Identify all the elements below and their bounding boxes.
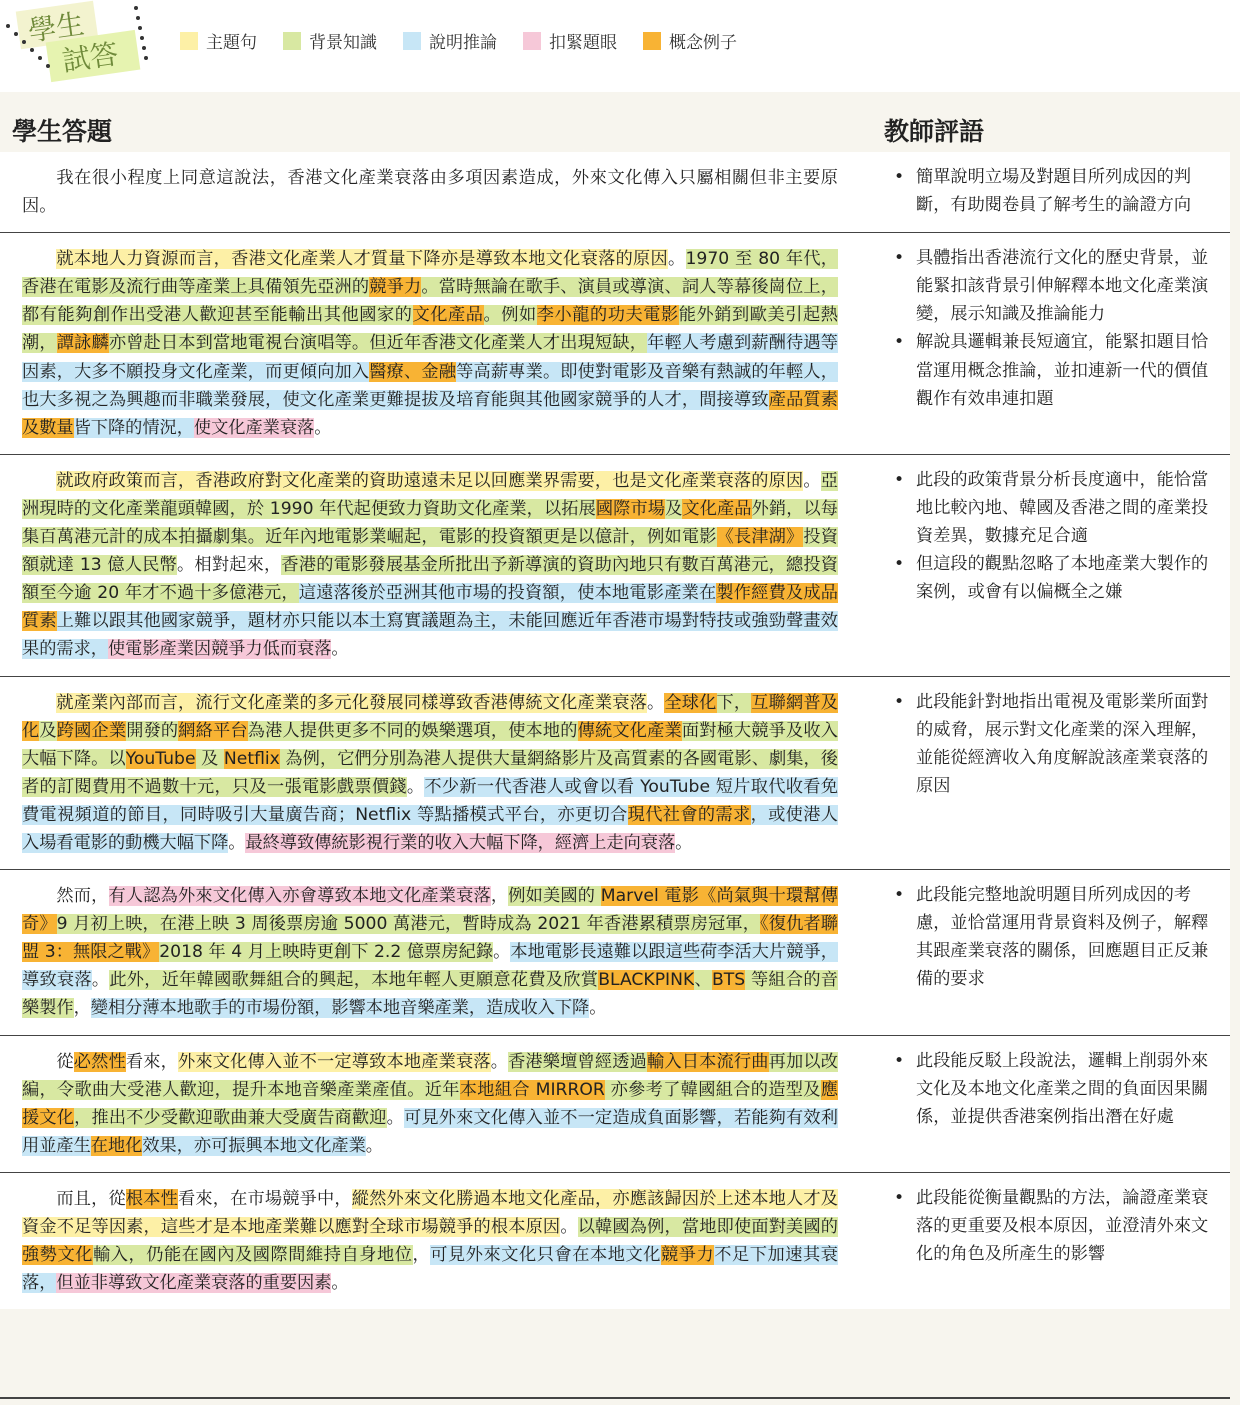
- highlight-orange: 李小龍的功夫電影: [536, 305, 679, 326]
- answer-text: 。: [365, 1135, 383, 1156]
- highlight-green: 再加以改編，令歌曲大受港人歡迎，提升本地音樂產業產值。近年: [22, 1051, 838, 1100]
- highlight-orange: 競爭力: [369, 277, 422, 298]
- highlight-orange: 互聯網普及化: [22, 692, 838, 741]
- comment-list: [894, 163, 1220, 219]
- highlight-pink: 有人認為外來文化傳入亦會導致本地文化產業衰落: [108, 886, 491, 907]
- highlight-blue: 可見外來文化只會在本地文化: [430, 1245, 661, 1266]
- legend-swatch: [643, 32, 661, 50]
- highlight-orange: 競爭力: [661, 1245, 715, 1266]
- answer-text: 。: [560, 1217, 578, 1237]
- teacher-comment: [854, 233, 1230, 454]
- highlight-green: 香港樂壇曾經透過: [508, 1051, 648, 1072]
- answer-table: [0, 152, 1230, 1309]
- highlight-orange: 《長津湖》: [716, 527, 804, 548]
- legend-item: [523, 28, 617, 53]
- legend-label: 說明推論: [429, 33, 497, 53]
- answer-text: 然而，: [56, 886, 109, 907]
- comment-item: • 解說具邏輯兼長短適宜，能緊扣題目恰當運用概念推論，並扣連新一代的價值觀作有效串連扣題: [894, 328, 1220, 412]
- highlight-green: 投資額就達 13 億人民幣: [22, 527, 838, 576]
- highlight-orange: 製作經費及成品質素: [22, 583, 838, 632]
- highlight-orange: 跨國企業: [56, 720, 127, 741]
- teacher-comment: [854, 455, 1230, 676]
- highlight-blue: 不少新一代香港人或會以看 YouTube 短片取代收看免費電視頻道的節目，同時吸引大量廣告商；Netflix 等點播模式平台，亦更切合: [22, 776, 838, 825]
- highlight-blue: 皆下降的情況，: [73, 417, 194, 438]
- answer-row: [0, 1035, 1230, 1172]
- answer-text: 。: [668, 249, 686, 270]
- highlight-blue: 上難以跟其他國家競爭，題材亦只能以本土寫實議題為主，未能回應近年香港市場對特技或強勁聲畫效果的需求，: [22, 611, 838, 660]
- highlight-yellow: 就政府政策而言，香港政府對文化產業的資助遠遠未足以回應業界需要，也是文化產業衰落的原因: [56, 470, 804, 491]
- highlight-blue: 本地電影長遠難以跟這些荷李活大片競爭，導致衰落: [22, 942, 838, 991]
- highlight-orange: 在地化: [90, 1135, 143, 1156]
- comment-item: • 此段能反駁上段說法，邏輯上削弱外來文化及本地文化產業之間的負面因果關係，並提供香港案例指出潛在好處: [894, 1047, 1220, 1131]
- comment-column-heading: 教師評語: [884, 117, 985, 146]
- highlight-orange: YouTube: [125, 748, 196, 769]
- dot-icon: [14, 32, 18, 36]
- legend-swatch: [180, 32, 198, 50]
- highlight-blue: ，或使港人入場看電影的動機大幅下降: [22, 804, 838, 853]
- teacher-comment: [854, 1036, 1230, 1172]
- highlight-green: 亞洲現時的文化產業龍頭韓國，於 1990 年代起便致力資助文化產業，以拓展: [22, 470, 838, 519]
- highlight-blue: 變相分薄本地歌手的市場份額，影響本地音樂產業，造成收入下降: [90, 998, 590, 1019]
- comment-item: • 具體指出香港流行文化的歷史背景，並能緊扣該背景引伸解釋本地文化產業演變，展示知識及推論能力: [894, 244, 1220, 328]
- highlight-green: 9 月初上映，在港上映 3 周後票房逾 5000 萬港元，暫時成為 2021 年香港累積票房冠軍，: [56, 914, 761, 935]
- comment-list: [894, 688, 1220, 800]
- highlight-orange: Marvel 電影《尚氣與十環幫傳奇》: [22, 886, 838, 935]
- dot-icon: [144, 56, 148, 60]
- legend-swatch: [403, 32, 421, 50]
- highlight-blue: 可見外來文化傳入並不一定造成負面影響，若能夠有效利用並產生: [22, 1107, 838, 1156]
- answer-row: [0, 676, 1230, 870]
- answer-text: ，: [412, 1245, 431, 1266]
- table-bottom-divider: [0, 1397, 1230, 1399]
- answer-row: [0, 1172, 1230, 1309]
- dot-icon: [138, 26, 142, 30]
- highlight-green: 及: [665, 498, 683, 519]
- student-answer-paragraph: [0, 152, 854, 232]
- student-answer-paragraph: [0, 1173, 854, 1309]
- dot-icon: [142, 46, 146, 50]
- highlight-green: 2018 年 4 月上映時更創下 2.2 億票房紀錄: [159, 942, 494, 963]
- highlight-green: 等組合的音樂製作: [22, 970, 838, 1019]
- dot-icon: [46, 64, 50, 68]
- highlight-yellow: 縱然外來文化勝過本地文化產品，亦應該歸因於上述本地人才及資金不足等因素，這些才是本地產業難以應對全球市場競爭的根本原因: [22, 1188, 838, 1237]
- highlight-green: 亦參考了韓國組合的造型及: [604, 1079, 821, 1100]
- answer-row: [0, 232, 1230, 454]
- legend-label: 概念例子: [669, 33, 737, 53]
- highlight-green: 香港的電影發展基金所批出予新導演的資助內地只有數百萬港元，總投資額至今逾 20 年才不過十多億港元，: [22, 555, 838, 604]
- answer-text: 。: [386, 1107, 405, 1128]
- highlight-orange: 全球化: [664, 692, 717, 713]
- highlight-pink: 使電影產業因競爭力低而衰落: [107, 639, 332, 660]
- highlight-orange: 譚詠麟: [56, 333, 109, 354]
- answer-text: 看來，: [125, 1051, 179, 1072]
- highlight-green: 輸入，仍能在國內及國際間維持自身地位: [93, 1245, 413, 1266]
- answer-text: 。: [91, 970, 110, 991]
- comment-list: [894, 881, 1220, 993]
- dot-icon: [30, 48, 34, 52]
- highlight-orange: 根本性: [125, 1188, 179, 1209]
- highlight-pink: 最終導致傳統影視行業的收入大幅下降，經濟上走向衰落: [245, 832, 676, 853]
- answer-text: 。: [331, 639, 349, 660]
- answer-text: 我在很小程度上同意這說法，香港文化產業衰落由多項因素造成，外來文化傳入只屬相關但非主要原因。: [22, 168, 838, 217]
- highlight-orange: 網絡平台: [178, 720, 248, 741]
- comment-item: • 此段的政策背景分析長度適中，能恰當地比較內地、韓國及香港之間的產業投資差異，數據充足合適: [894, 466, 1220, 550]
- highlight-yellow: 外來文化傳入並不一定導致本地產業衰落: [178, 1051, 491, 1072]
- highlight-green: 以韓國為例，當地即使面對美國的: [577, 1217, 838, 1237]
- highlight-green: ，推出不少受歡迎歌曲兼大受廣告商歡迎: [74, 1107, 387, 1128]
- dot-icon: [6, 24, 10, 28]
- legend-label: 背景知識: [309, 33, 377, 53]
- answer-column-heading: 學生答題: [12, 117, 113, 146]
- highlight-blue: 等高薪專業。即使對電影及音樂有熱誠的年輕人，也大多視之為興趣而非職業發展，使文化產業更難提拔及培育能與其他國家競爭的人才，間接導致: [22, 361, 838, 410]
- highlight-orange: 現代社會的需求: [627, 804, 751, 825]
- comment-list: [894, 244, 1220, 413]
- answer-text: 。: [406, 776, 425, 797]
- student-answer-paragraph: [0, 1036, 854, 1172]
- highlight-green: 能外銷到歐美引起熱潮，: [22, 305, 838, 354]
- answer-text: 。: [647, 692, 665, 713]
- answer-text: 看來，在市場競爭中，: [178, 1188, 352, 1209]
- highlight-orange: 國際市場: [595, 498, 666, 519]
- answer-text: 。相對起來，: [177, 555, 282, 576]
- answer-text: 。: [490, 1051, 509, 1072]
- highlight-green: 外銷，以每集百萬港元計的成本拍攝劇集。近年內地電影業崛起，電影的投資額更是以億計，例如電影: [22, 498, 838, 548]
- answer-text: ，: [490, 886, 509, 907]
- highlight-legend: [180, 28, 763, 53]
- highlight-blue: 不足下加速其衰落，: [22, 1245, 838, 1294]
- highlight-yellow: 就本地人力資源而言，香港文化產業人才質量下降亦是導致本地文化衰落的原因: [56, 249, 669, 270]
- answer-text: 。: [589, 998, 607, 1019]
- highlight-blue: 這遠落後於亞洲其他市場的投資額，使本地電影產業在: [298, 583, 717, 604]
- highlight-orange: 輸入日本流行曲: [647, 1051, 769, 1072]
- answer-text: 。: [675, 832, 693, 853]
- highlight-green: 亦曾赴日本到當地電視台演唱等。但近年香港文化產業人才出現短缺，: [108, 333, 648, 354]
- teacher-comment: [854, 1173, 1230, 1309]
- legend-label: 扣緊題眼: [549, 33, 617, 53]
- teacher-comment: [854, 677, 1230, 870]
- teacher-comment: [854, 870, 1230, 1034]
- answer-text: 從: [56, 1051, 74, 1072]
- highlight-green: 、: [694, 970, 712, 991]
- comment-list: [894, 1047, 1220, 1131]
- answer-text: 。: [228, 832, 246, 853]
- comment-item: • 此段能針對地指出電視及電影業所面對的威脅，展示對文化產業的深入理解，並能從經濟收入角度解說該產業衰落的原因: [894, 688, 1220, 800]
- legend-item: [403, 28, 497, 53]
- legend-swatch: [283, 32, 301, 50]
- answer-text: 。: [331, 1273, 349, 1294]
- legend-swatch: [523, 32, 541, 50]
- answer-row: [0, 454, 1230, 676]
- highlight-pink: 但並非導致文化產業衰落的重要因素: [56, 1273, 332, 1294]
- comment-item: • 簡單說明立場及對題目所列成因的判斷，有助閱卷員了解考生的論證方向: [894, 163, 1220, 219]
- highlight-orange: 文化產品: [682, 498, 752, 519]
- highlight-orange: 傳統文化產業: [577, 720, 682, 741]
- highlight-orange: 強勢文化: [22, 1245, 93, 1266]
- highlight-green: 為港人提供更多不同的娛樂選項，使本地的: [247, 720, 578, 741]
- dot-icon: [134, 6, 138, 10]
- highlight-green: 。當時無論在歌手、演員或導演、詞人等幕後崗位上，都有能夠創作出受港人歡迎甚至能輸出其他國家的: [22, 277, 838, 326]
- student-answer-paragraph: [0, 455, 854, 676]
- comment-item: • 但這段的觀點忽略了本地產業大製作的案例，或會有以偏概全之嫌: [894, 550, 1220, 606]
- legend-item: [643, 28, 737, 53]
- highlight-yellow: 就產業內部而言，流行文化產業的多元化發展同樣導致香港傳統文化產業衰落: [56, 692, 648, 713]
- highlight-orange: BTS: [712, 970, 746, 991]
- header-band: [0, 0, 1240, 92]
- dot-icon: [22, 40, 26, 44]
- highlight-green: 下，: [716, 692, 752, 713]
- comment-item: • 此段能完整地說明題目所列成因的考慮，並恰當運用背景資料及例子，解釋其跟產業衰落的關係，回應題目正反兼備的要求: [894, 881, 1220, 993]
- student-answer-badge: [4, 2, 154, 86]
- student-answer-paragraph: [0, 870, 854, 1034]
- dot-icon: [38, 56, 42, 60]
- badge-line1: 學生: [26, 7, 87, 48]
- legend-item: [180, 28, 257, 53]
- highlight-green: 。例如: [483, 305, 537, 326]
- highlight-orange: 必然性: [73, 1051, 126, 1072]
- dot-icon: [140, 36, 144, 40]
- highlight-pink: 使文化產業衰落: [193, 417, 315, 438]
- highlight-blue: 效果，亦可振興本地文化產業: [142, 1135, 366, 1156]
- answer-text: ，: [73, 998, 91, 1019]
- highlight-orange: Netflix: [223, 748, 280, 769]
- dot-icon: [136, 16, 140, 20]
- highlight-green: 開發的: [126, 720, 179, 741]
- highlight-green: 及: [39, 720, 57, 741]
- badge-line2: 試答: [60, 37, 121, 78]
- comment-list: [894, 466, 1220, 606]
- comment-list: [894, 1184, 1220, 1268]
- highlight-green: 為例，它們分別為港人提供大量網絡影片及高質素的各國電影、劇集，後者的訂閱費用不過數十元，只及一張電影戲票價錢: [22, 748, 838, 797]
- highlight-blue: 年輕人考慮到薪酬待遇等因素，大多不願投身文化產業，而更傾向加入: [22, 333, 838, 382]
- highlight-orange: BLACKPINK: [598, 970, 695, 991]
- answer-row: [0, 869, 1230, 1034]
- highlight-orange: 《復仇者聯盟 3：無限之戰》: [22, 914, 838, 963]
- teacher-comment: [854, 152, 1230, 232]
- highlight-green: 此外，近年韓國歌舞組合的興起，本地年輕人更願意花費及欣賞: [109, 970, 599, 991]
- answer-text: 。: [493, 942, 511, 963]
- legend-item: [283, 28, 377, 53]
- answer-row: [0, 152, 1230, 232]
- highlight-green: 及: [195, 748, 224, 769]
- answer-text: 。: [803, 470, 821, 491]
- highlight-orange: 本地組合 MIRROR: [459, 1079, 605, 1100]
- highlight-orange: 產品質素及數量: [22, 389, 838, 438]
- highlight-green: 1970 至 80 年代，香港在電影及流行曲等產業上具備領先亞洲的: [22, 249, 838, 298]
- answer-text: 。: [314, 417, 332, 438]
- comment-item: • 此段能從衡量觀點的方法，論證產業衰落的更重要及根本原因，並澄清外來文化的角色及所產生的影響: [894, 1184, 1220, 1268]
- highlight-orange: 醫療、金融: [369, 361, 457, 382]
- highlight-orange: 文化產品: [412, 305, 484, 326]
- answer-text: 而且，從: [56, 1188, 126, 1209]
- highlight-orange: 應援文化: [22, 1079, 838, 1128]
- highlight-green: 面對極大競爭及收入大幅下降。以: [22, 720, 838, 769]
- student-answer-paragraph: [0, 233, 854, 454]
- legend-label: 主題句: [206, 33, 257, 53]
- highlight-green: 例如美國的: [508, 886, 601, 907]
- student-answer-paragraph: [0, 677, 854, 870]
